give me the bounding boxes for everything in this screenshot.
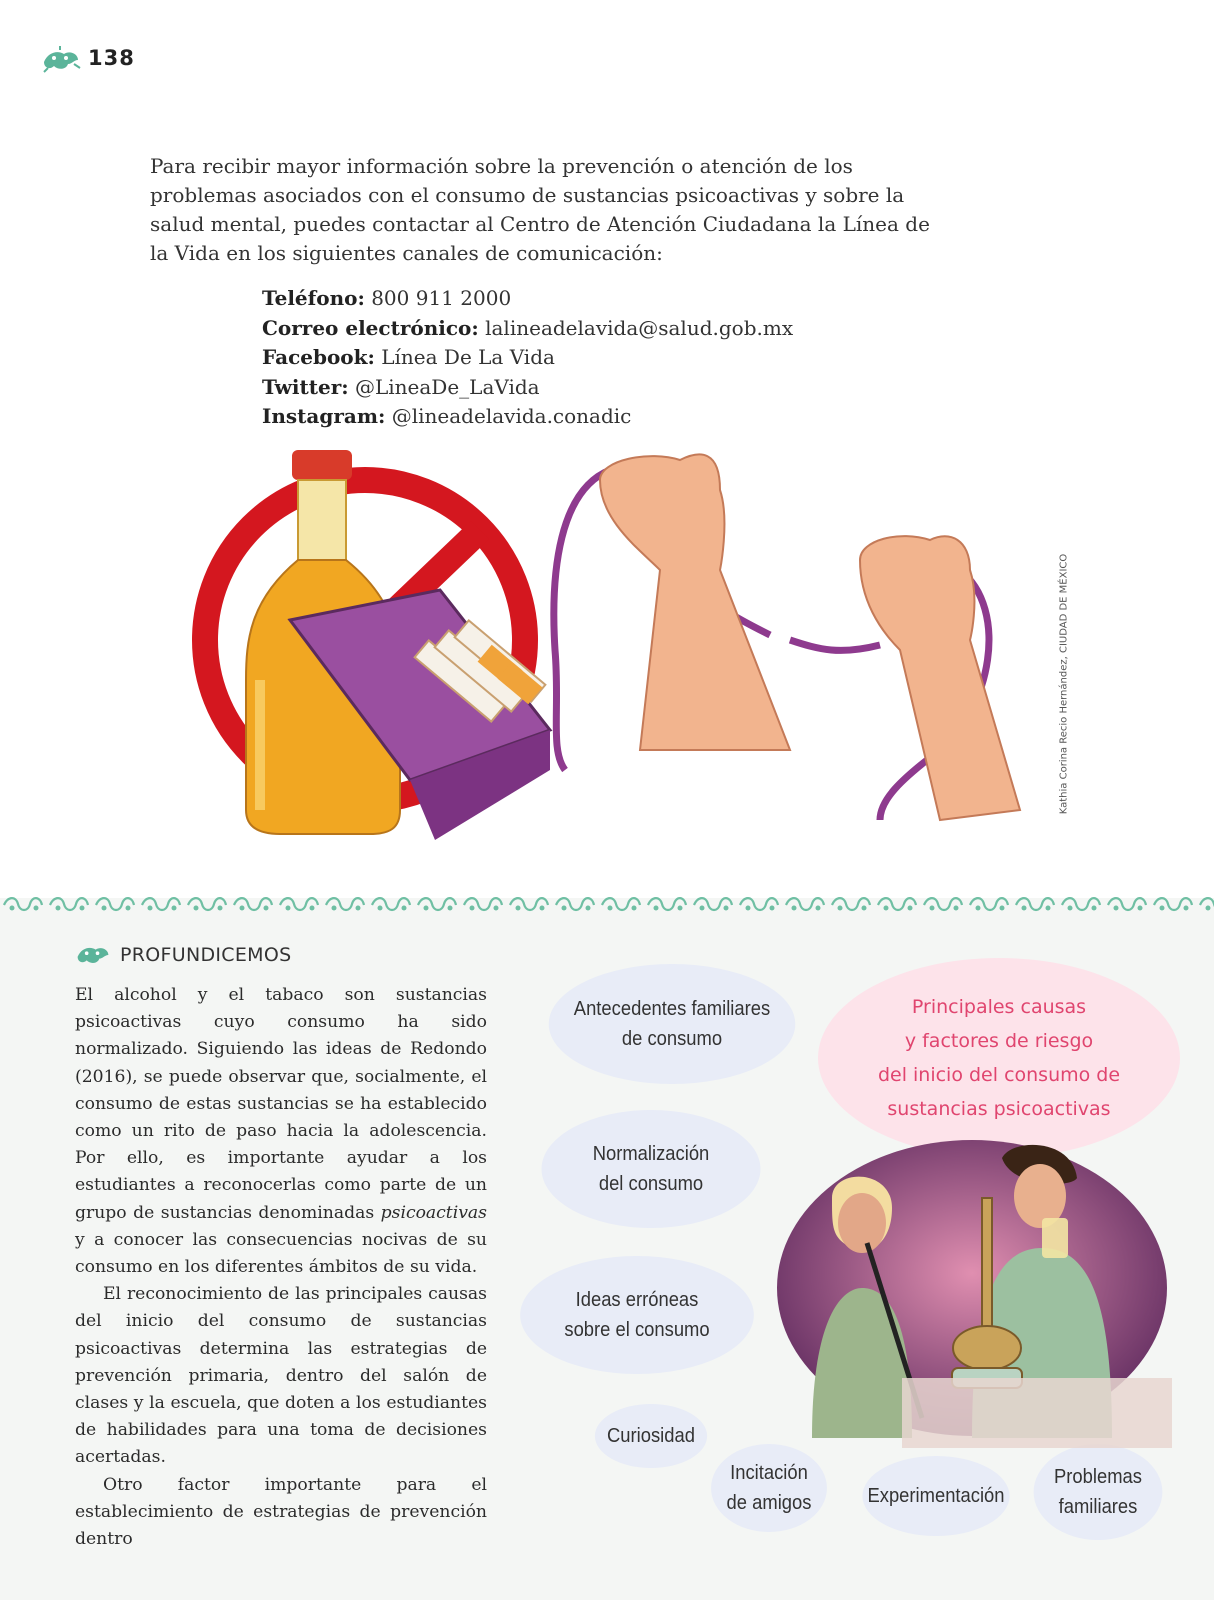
intro-paragraph: Para recibir mayor información sobre la prevención o atención de los problemas asociados con el consumo de sustancias psicoactivas y sobre la salud mental, puedes contactar al Centro de Atención Ciudadana la Línea de la Vida en los siguientes canales de comunicación: [150,154,930,265]
header-glyph-icon [40,46,82,74]
section-body [75,982,487,1553]
section-title: PROFUNDICEMOS [120,944,292,966]
contact-twitter [262,373,793,403]
addiction-illustration [180,450,1060,860]
left-fist-icon [600,454,790,750]
contact-list [262,284,793,432]
contact-email-label: Correo electrónico: [262,315,479,340]
bubble-problemas: Problemas familiares [1034,1444,1163,1540]
contact-instagram-value: @lineadelavida.conadic [391,404,632,428]
contact-instagram-label: Instagram: [262,404,386,428]
contact-facebook [262,343,793,373]
table-surface [902,1378,1172,1448]
contact-phone-label: Teléfono: [262,286,365,310]
contact-email-value: lalineadelavida@salud.gob.mx [485,315,794,340]
section-glyph-icon [74,942,112,968]
contact-phone-value: 800 911 2000 [371,286,512,310]
bubble-experimentacion: Experimentación [862,1456,1009,1536]
main-topic-bubble: Principales causas y factores de riesgo del inicio del consumo de sustancias psicoactivas [818,958,1180,1158]
body-paragraph-3: Otro factor importante para el establecimiento de estrategias de prevención dentro [75,1474,487,1550]
party-scene-illustration [772,1138,1172,1448]
body-paragraph-1: El alcohol y el tabaco son sustancias psicoactivas cuyo consumo ha sido normalizado. Siguiendo las ideas de Redondo (2016), se puede observar que, socialmente, el consumo de estas sustancias se ha establecido como un rito de paso hacia la adolescencia. Por ello, es importante ayudar a los estudiantes a reconocerlas como parte de un grupo de sustancias denominadas psicoactivas y a conocer las consecuencias nocivas de su consumo en los diferentes ámbitos de su vida. [75,985,487,1278]
bubble-incitacion: Incitación de amigos [711,1444,827,1532]
contact-facebook-value: Línea De La Vida [381,345,555,369]
contact-phone [262,284,793,314]
decorative-border-icon [0,892,1214,918]
bubble-curiosidad: Curiosidad [595,1404,707,1468]
bubble-normalizacion: Normalización del consumo [542,1110,761,1228]
page-number: 138 [88,46,135,70]
right-fist-icon [860,536,1020,820]
contact-instagram [262,402,793,432]
contact-twitter-value: @LineaDe_LaVida [354,374,540,399]
illustration-credit: Kathia Corina Recio Hernández, CIUDAD DE MÉXICO [1058,553,1070,815]
bubble-ideas-erroneas: Ideas erróneas sobre el consumo [520,1256,754,1374]
bubble-antecedentes: Antecedentes familiares de consumo [549,964,796,1084]
contact-twitter-label: Twitter: [262,374,349,399]
body-paragraph-2: El reconocimiento de las principales causas del inicio del consumo de sustancias psicoactivas determina las estrategias de prevención primaria, dentro del salón de clases y la escuela, que doten a los estudiantes de habilidades para una toma de decisiones acertadas. [75,1284,487,1468]
contact-email [262,314,793,344]
contact-facebook-label: Facebook: [262,345,375,369]
